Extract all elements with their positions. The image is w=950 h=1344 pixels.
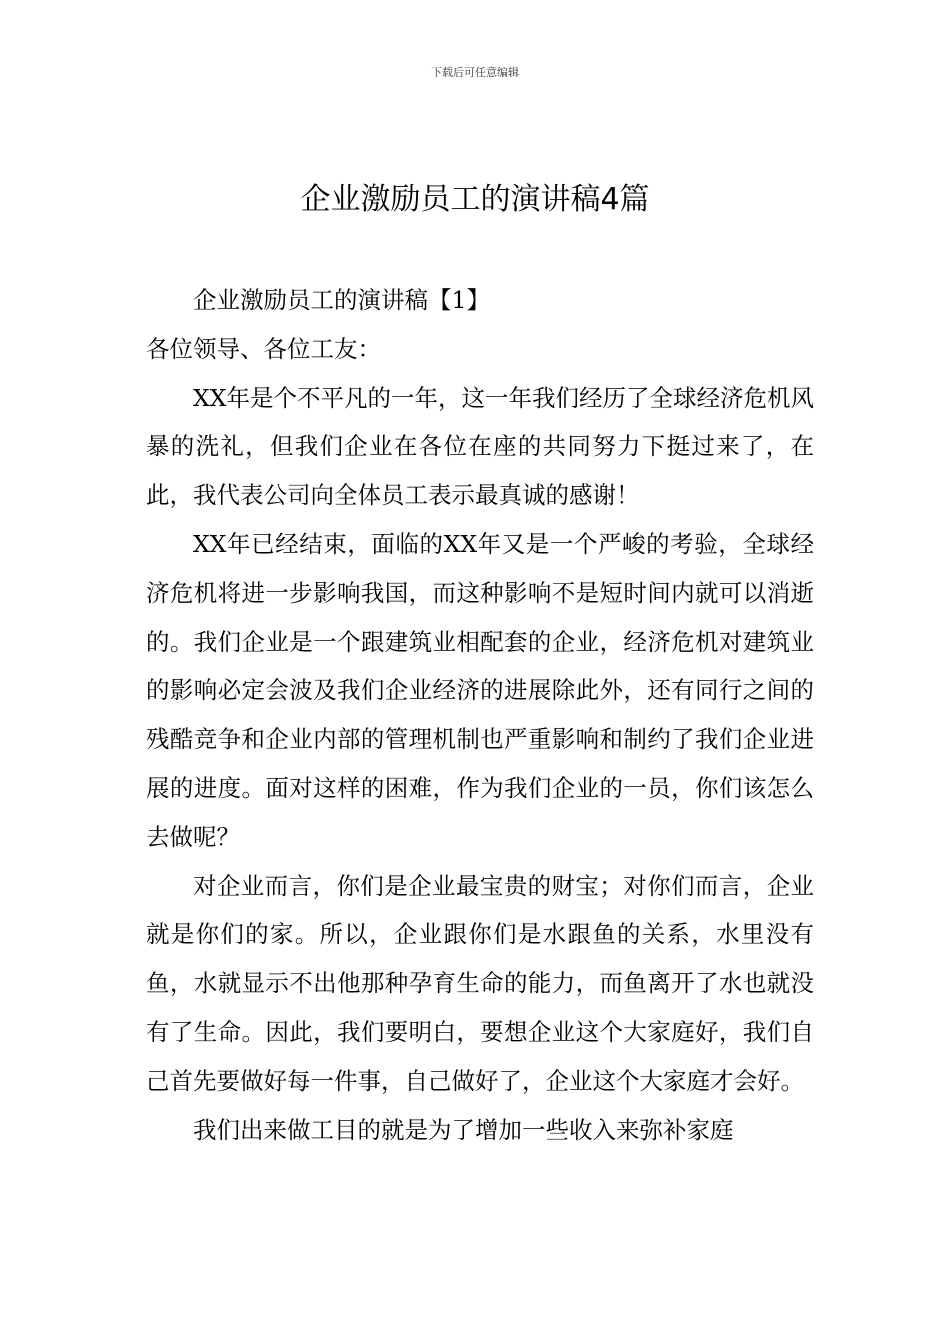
document-title: 企业激励员工的演讲稿4篇 [300,182,650,217]
paragraph-2: XX年已经结束，面临的XX年又是一个严峻的考验，全球经济危机将进一步影响我国，而这种影响不是短时间内就可以消逝的。我们企业是一个跟建筑业相配套的企业，经济危机对建筑业的影响必定会波及我们企业经济的进展除此外，还有同行之间的残酷竞争和企业内部的管理机制也严重影响和制约了我们企业进展的进度。面对这样的困难，作为我们企业的一员，你们该怎么去做呢？ [146,529,814,851]
document-body [146,276,814,1154]
salutation: 各位领导、各位工友： [146,334,381,363]
paragraph-4: 我们出来做工目的就是为了增加一些收入来弥补家庭 [193,1115,734,1144]
paragraph-1: XX年是个不平凡的一年，这一年我们经历了全球经济危机风暴的洗礼，但我们企业在各位在座的共同努力下挺过来了，在此，我代表公司向全体员工表示最真诚的感谢！ [146,383,814,510]
header-note: 下载后可任意编辑 [431,66,519,79]
section-heading: 企业激励员工的演讲稿【1】 [193,286,490,314]
paragraph-3: 对企业而言，你们是企业最宝贵的财宝；对你们而言，企业就是你们的家。所以，企业跟你们是水跟鱼的关系，水里没有鱼，水就显示不出他那种孕育生命的能力，而鱼离开了水也就没有了生命。因此，我们要明白，要想企业这个大家庭好，我们自己首先要做好每一件事，自己做好了，企业这个大家庭才会好。 [146,871,814,1095]
